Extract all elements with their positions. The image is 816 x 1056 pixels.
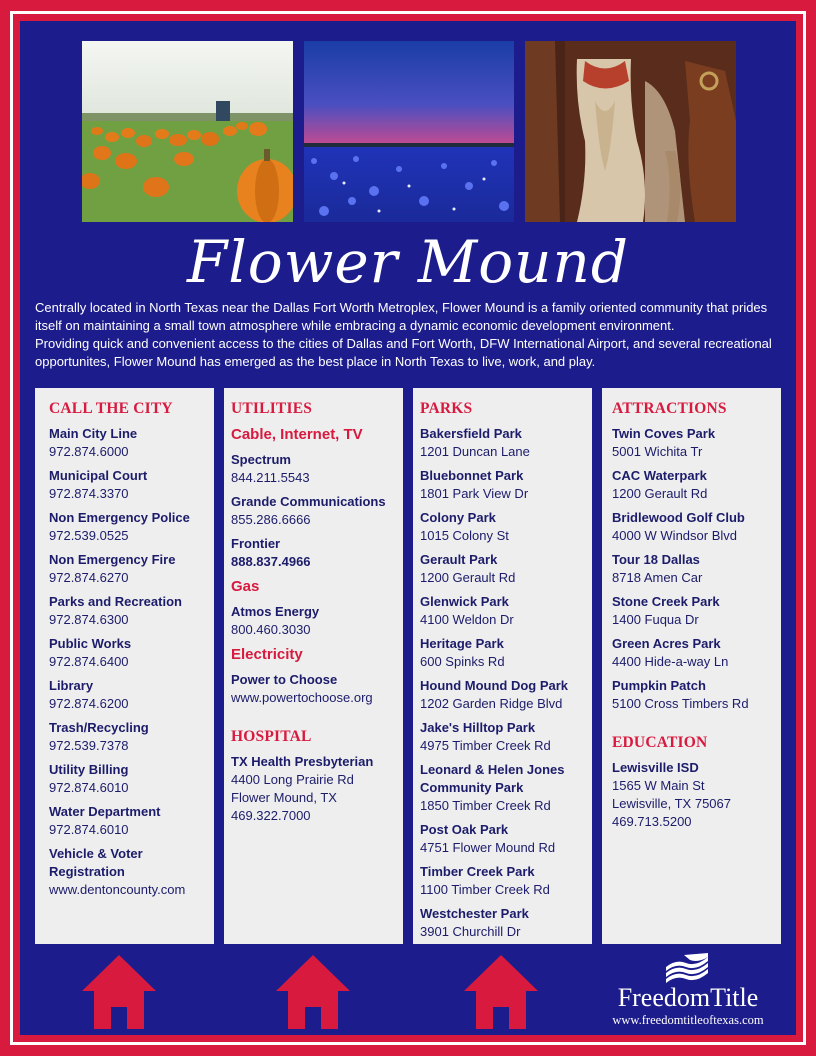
city-contact-name: Parks and Recreation [49,594,182,609]
city-contact-name: Non Emergency Fire [49,552,176,567]
park-name: Bluebonnet Park [420,468,524,483]
attraction-value: 8718 Amen Car [612,570,703,585]
attraction-entry [612,635,767,671]
house-icon [276,955,350,1029]
hospital-phone: 469.322.7000 [231,808,311,823]
hospital-address: 4400 Long Prairie Rd [231,772,354,787]
park-value: 1202 Garden Ridge Blvd [420,696,563,711]
city-contact-value: 972.539.7378 [49,738,129,753]
city-contact-name: Public Works [49,636,132,651]
park-value: 600 Spinks Rd [420,654,505,669]
education-entry [612,759,767,831]
education-heading: EDUCATION [612,734,708,751]
park-value: 1201 Duncan Lane [420,444,530,459]
attraction-entry [612,677,767,713]
attraction-entry [612,467,767,503]
attraction-name: Green Acres Park [612,636,721,651]
park-value: 4100 Weldon Dr [420,612,514,627]
school-city: Lewisville, TX 75067 [612,796,731,811]
page-title: Flower Mound [187,228,629,296]
park-name: Westchester Park [420,906,529,921]
cable-provider-name: Grande Communications [231,494,386,509]
city-contact-entry [49,425,200,461]
attraction-value: 4000 W Windsor Blvd [612,528,737,543]
park-value: 1100 Timber Creek Rd [420,882,550,897]
call-the-city-list [49,425,200,899]
park-name: Bakersfield Park [420,426,522,441]
city-contact-value: 972.874.6200 [49,696,129,711]
attraction-entry [612,509,767,545]
park-name: Hound Mound Dog Park [420,678,569,693]
gas-list [231,603,389,639]
park-name: Jake's Hilltop Park [420,720,536,735]
call-the-city-panel [35,388,214,944]
attraction-entry [612,551,767,587]
school-phone: 469.713.5200 [612,814,692,829]
city-contact-name: Library [49,678,94,693]
attraction-value: 5001 Wichita Tr [612,444,703,459]
gas-provider-entry [231,603,389,639]
parks-list [420,425,578,941]
park-entry [420,425,578,461]
gas-provider-value: 800.460.3030 [231,622,311,637]
city-contact-name: Vehicle & Voter Registration [49,846,143,879]
logo-url: www.freedomtitleoftexas.com [612,1013,764,1027]
city-contact-value: 972.874.6010 [49,822,129,837]
park-value: 4751 Flower Mound Rd [420,840,556,855]
attraction-name: Stone Creek Park [612,594,720,609]
city-contact-name: Municipal Court [49,468,148,483]
electricity-heading: Electricity [231,646,303,663]
park-value: 3901 Churchill Dr [420,924,521,939]
city-contact-value: 972.874.3370 [49,486,129,501]
gas-provider-name: Atmos Energy [231,604,320,619]
attraction-name: Pumpkin Patch [612,678,706,693]
house-icon [82,955,156,1029]
attraction-value: 1200 Gerault Rd [612,486,708,501]
section-gap [231,713,389,727]
utilities-panel [224,388,403,944]
utilities-heading: UTILITIES [231,400,313,417]
freedom-title-logo [600,953,776,1029]
cable-provider-name: Spectrum [231,452,291,467]
school-address: 1565 W Main St [612,778,705,793]
cable-provider-entry [231,451,389,487]
attraction-name: CAC Waterpark [612,468,707,483]
attraction-name: Tour 18 Dallas [612,552,700,567]
gas-heading: Gas [231,578,260,595]
cable-heading: Cable, Internet, TV [231,426,363,443]
park-name: Gerault Park [420,552,498,567]
city-contact-value: 972.874.6010 [49,780,129,795]
park-entry [420,551,578,587]
attractions-heading: ATTRACTIONS [612,400,727,417]
city-contact-value: www.dentoncounty.com [49,882,186,897]
call-the-city-heading: CALL THE CITY [49,400,173,417]
attraction-value: 5100 Cross Timbers Rd [612,696,749,711]
city-contact-entry [49,593,200,629]
park-name: Leonard & Helen Jones Community Park [420,762,565,795]
park-entry [420,821,578,857]
park-entry [420,593,578,629]
school-district-name: Lewisville ISD [612,760,699,775]
logo-name: FreedomTitle [617,983,759,1012]
cable-list [231,451,389,571]
electricity-provider-name: Power to Choose [231,672,338,687]
attractions-list [612,425,767,713]
section-gap [612,719,767,733]
cable-provider-value: 844.211.5543 [231,470,310,485]
park-name: Heritage Park [420,636,504,651]
city-contact-entry [49,677,200,713]
intro-paragraph: Centrally located in North Texas near the Dallas Fort Worth Metroplex, Flower Mound is a family oriented community that prides itself on maintaining a small town atmosphere while embracing a dynamic economic development environment. Providing quick and convenient access to the cities of Dallas and Fort Worth, DFW International Airport, and several recreational opportunites, Flower Mound has emerged as the best place in North Texas to live, work, and play. [35,300,772,369]
parks-heading: PARKS [420,400,473,417]
cable-provider-entry [231,535,389,571]
city-contact-value: 972.874.6300 [49,612,129,627]
attraction-name: Twin Coves Park [612,426,716,441]
park-value: 4975 Timber Creek Rd [420,738,551,753]
park-value: 1200 Gerault Rd [420,570,516,585]
park-entry [420,635,578,671]
park-name: Post Oak Park [420,822,509,837]
park-value: 1850 Timber Creek Rd [420,798,551,813]
park-entry [420,677,578,713]
park-name: Colony Park [420,510,496,525]
city-contact-entry [49,635,200,671]
park-entry [420,509,578,545]
city-contact-value: 972.874.6000 [49,444,129,459]
parks-panel [413,388,592,944]
electricity-list [231,671,389,707]
park-value: 1015 Colony St [420,528,509,543]
city-contact-entry [49,845,200,899]
city-contact-value: 972.539.0525 [49,528,129,543]
attraction-name: Bridlewood Golf Club [612,510,745,525]
park-entry [420,863,578,899]
park-entry [420,467,578,503]
electricity-provider-entry [231,671,389,707]
city-contact-entry [49,719,200,755]
cable-provider-name: Frontier [231,536,281,551]
cable-provider-value: 888.837.4966 [231,554,311,569]
flag-icon [664,953,710,983]
city-contact-name: Main City Line [49,426,138,441]
attraction-value: 4400 Hide-a-way Ln [612,654,729,669]
park-name: Timber Creek Park [420,864,535,879]
city-contact-entry [49,551,200,587]
city-contact-value: 972.874.6400 [49,654,129,669]
pumpkin-patch-photo [82,41,293,222]
park-entry [420,719,578,755]
hospital-heading: HOSPITAL [231,728,312,745]
cable-provider-entry [231,493,389,529]
city-contact-name: Utility Billing [49,762,129,777]
park-value: 1801 Park View Dr [420,486,529,501]
city-contact-name: Non Emergency Police [49,510,190,525]
city-contact-name: Trash/Recycling [49,720,149,735]
hospital-entry [231,753,389,825]
attraction-entry [612,425,767,461]
hospital-name: TX Health Presbyterian [231,754,374,769]
city-contact-entry [49,803,200,839]
city-contact-entry [49,761,200,797]
bluebonnet-sunset-photo [304,41,514,222]
cable-provider-value: 855.286.6666 [231,512,311,527]
electricity-provider-value: www.powertochoose.org [231,690,373,705]
city-contact-entry [49,509,200,545]
house-icon [464,955,538,1029]
city-contact-entry [49,467,200,503]
cowboy-boots-photo [525,41,736,222]
attraction-entry [612,593,767,629]
attractions-panel [602,388,781,944]
hospital-city: Flower Mound, TX [231,790,337,805]
attraction-value: 1400 Fuqua Dr [612,612,699,627]
city-contact-name: Water Department [49,804,161,819]
park-entry [420,761,578,815]
city-contact-value: 972.874.6270 [49,570,129,585]
park-entry [420,905,578,941]
park-name: Glenwick Park [420,594,509,609]
